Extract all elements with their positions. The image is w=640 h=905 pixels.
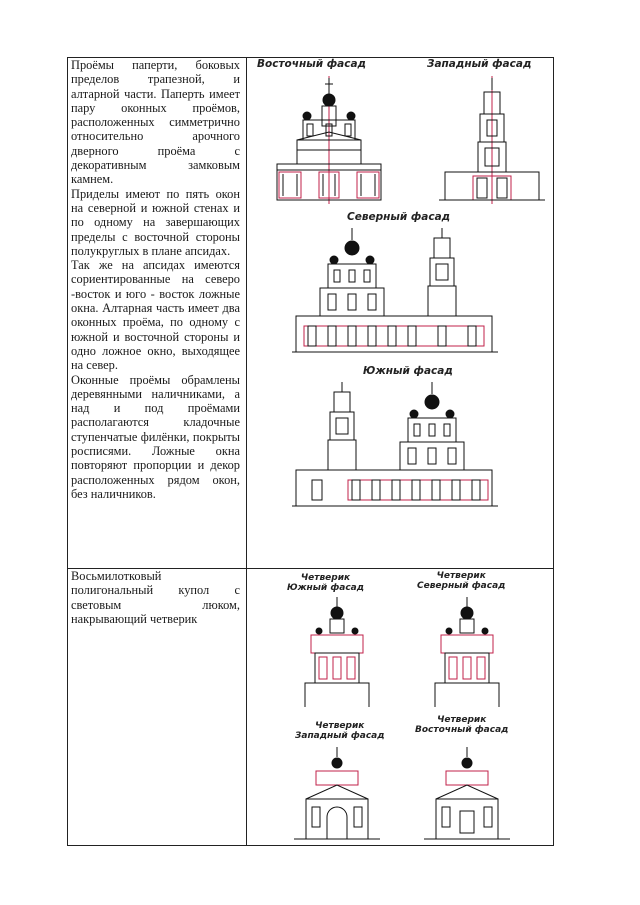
table-row [68, 569, 554, 846]
caption-north-facade: Северный фасад [347, 211, 451, 223]
north-facade-drawing [292, 226, 502, 356]
caption-south-facade: Южный фасад [363, 365, 453, 377]
paragraph: Приделы имеют по пять окон на северной и южной стенах и по одному на завершающих пределы с восточной стороны полукруглых в плане апсидах. [71, 186, 240, 258]
dome-description-cell [68, 569, 247, 846]
paragraph: Проёмы паперти, боковых пределов трапезной, и алтарной части. Паперть имеет пару оконных проёмов, расположенных симметрично относительно арочного дверного проёма с декоративным замковым камнем. [71, 58, 240, 187]
caption-line: Восточный фасад [415, 725, 509, 735]
caption-line: Четверик [315, 721, 365, 731]
caption-line: Южный фасад [287, 583, 364, 593]
chetverik-west-drawing [292, 747, 382, 843]
caption-chetverik-1 [287, 573, 364, 593]
paragraph: Восьмилотковый полигональный купол с световым люком, накрывающий четверик [71, 569, 240, 626]
chetverik-north-drawing [427, 597, 507, 709]
chetverik-figure-cell [247, 569, 554, 846]
caption-line: Четверик [437, 715, 487, 725]
openings-description-cell [68, 58, 247, 569]
east-facade-drawing [267, 76, 387, 206]
facades-figure-cell [247, 58, 554, 569]
caption-line: Северный фасад [417, 581, 506, 591]
caption-line: Западный фасад [295, 731, 385, 741]
caption-chetverik-4 [415, 715, 508, 735]
caption-line: Четверик [436, 571, 486, 581]
caption-west-facade: Западный фасад [427, 58, 532, 70]
south-facade-drawing [292, 380, 502, 510]
caption-east-facade: Восточный фасад [257, 58, 367, 70]
table-row [68, 58, 554, 569]
paragraph: Оконные проёмы обрамлены деревянными наличниками, а над и под проёмами располагаются кладочные ступенчатые филёнки, покрыты росписями. Ложные окна повторяют пропорции и декор расположенных рядом окон, без наличников. [71, 372, 240, 501]
description-table [67, 57, 554, 846]
caption-chetverik-2 [417, 571, 505, 591]
caption-line: Четверик [300, 573, 351, 583]
west-facade-drawing [437, 76, 547, 206]
chetverik-east-drawing [422, 747, 512, 843]
chetverik-south-drawing [297, 597, 377, 709]
caption-chetverik-3 [295, 721, 385, 741]
paragraph: Так же на апсидах имеются сориентированные на северо -восток и юго - восток ложные окна. Алтарная часть имеет два оконных проёма, по одному с южной и восточной стороны и одно ложное окно, выходящее на север. [71, 258, 240, 373]
